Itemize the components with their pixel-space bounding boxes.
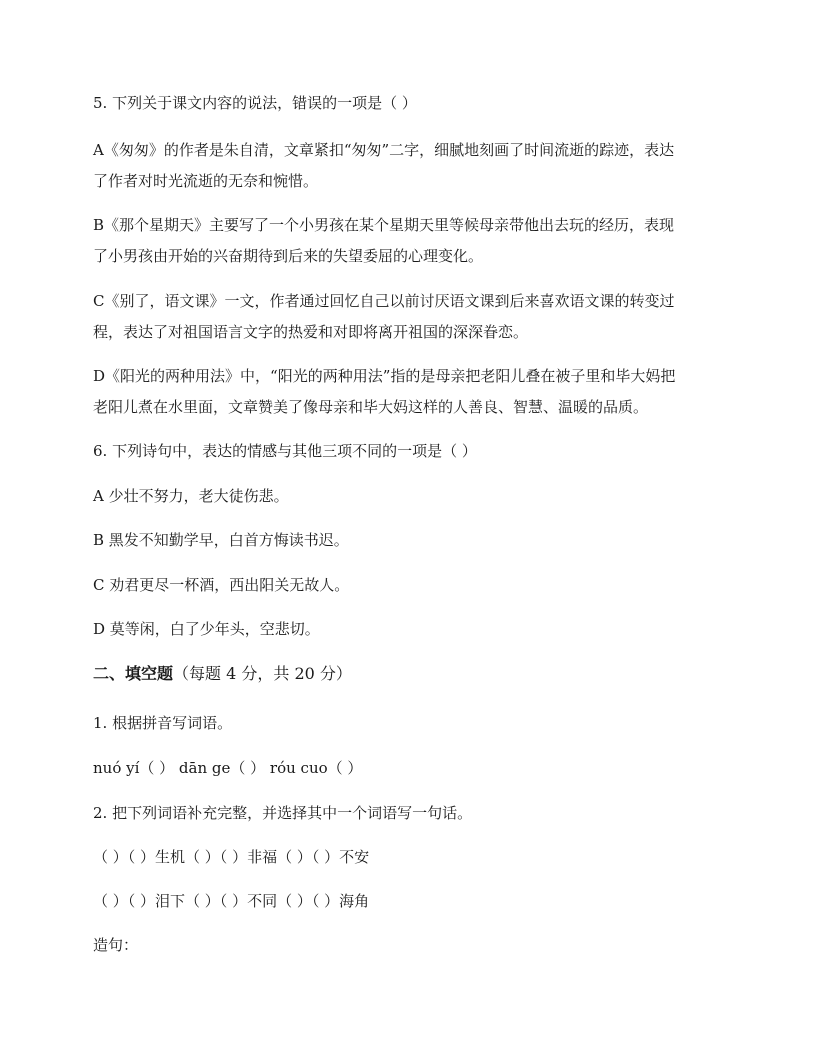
question-5-stem: 5. 下列关于课文内容的说法，错误的一项是（ ） xyxy=(93,94,417,112)
sentence-label: 造句： xyxy=(93,936,139,954)
section-2-heading xyxy=(93,664,352,684)
fill-question-2-row-1: （ ）（ ）生机（ ）（ ）非福（ ）（ ）不安 xyxy=(93,848,370,866)
fill-question-2-row-2: （ ）（ ）泪下（ ）（ ）不同（ ）（ ）海角 xyxy=(93,892,370,910)
question-5-option-b-line-1: B《那个星期天》主要写了一个小男孩在某个星期天里等候母亲带他出去玩的经历，表现 xyxy=(93,216,675,234)
fill-question-1-pinyin: nuó yí（ ） dān ge（ ） róu cuo（ ） xyxy=(93,759,363,777)
question-5-option-a-line-2: 了作者对时光流逝的无奈和惋惜。 xyxy=(93,172,319,190)
section-2-title: 二、填空题 xyxy=(93,664,174,683)
question-6-option-b: B 黑发不知勤学早，白首方悔读书迟。 xyxy=(93,531,349,549)
question-6-option-d: D 莫等闲，白了少年头，空悲切。 xyxy=(93,620,320,638)
fill-question-1-stem: 1. 根据拼音写词语。 xyxy=(93,714,233,732)
question-5-option-b-line-2: 了小男孩由开始的兴奋期待到后来的失望委屈的心理变化。 xyxy=(93,247,484,265)
question-6-stem: 6. 下列诗句中，表达的情感与其他三项不同的一项是（ ） xyxy=(93,442,477,460)
question-5-option-d-line-1: D《阳光的两种用法》中，“阳光的两种用法”指的是母亲把老阳儿叠在被子里和毕大妈把 xyxy=(93,367,676,385)
question-5-option-d-line-2: 老阳儿煮在水里面，文章赞美了像母亲和毕大妈这样的人善良、智慧、温暖的品质。 xyxy=(93,398,649,416)
section-2-score-note: （每题 4 分，共 20 分） xyxy=(173,664,352,683)
fill-question-2-stem: 2. 把下列词语补充完整，并选择其中一个词语写一句话。 xyxy=(93,804,473,822)
question-5-option-a-line-1: A《匆匆》的作者是朱自清，文章紧扣“匆匆”二字，细腻地刻画了时间流逝的踪迹，表达 xyxy=(93,141,675,159)
question-5-option-c-line-2: 程，表达了对祖国语言文字的热爱和对即将离开祖国的深深眷恋。 xyxy=(93,323,529,341)
question-6-option-c: C 劝君更尽一杯酒，西出阳关无故人。 xyxy=(93,576,350,594)
question-6-option-a: A 少壮不努力，老大徒伤悲。 xyxy=(93,487,289,505)
question-5-option-c-line-1: C《别了，语文课》一文，作者通过回忆自己以前讨厌语文课到后来喜欢语文课的转变过 xyxy=(93,292,675,310)
